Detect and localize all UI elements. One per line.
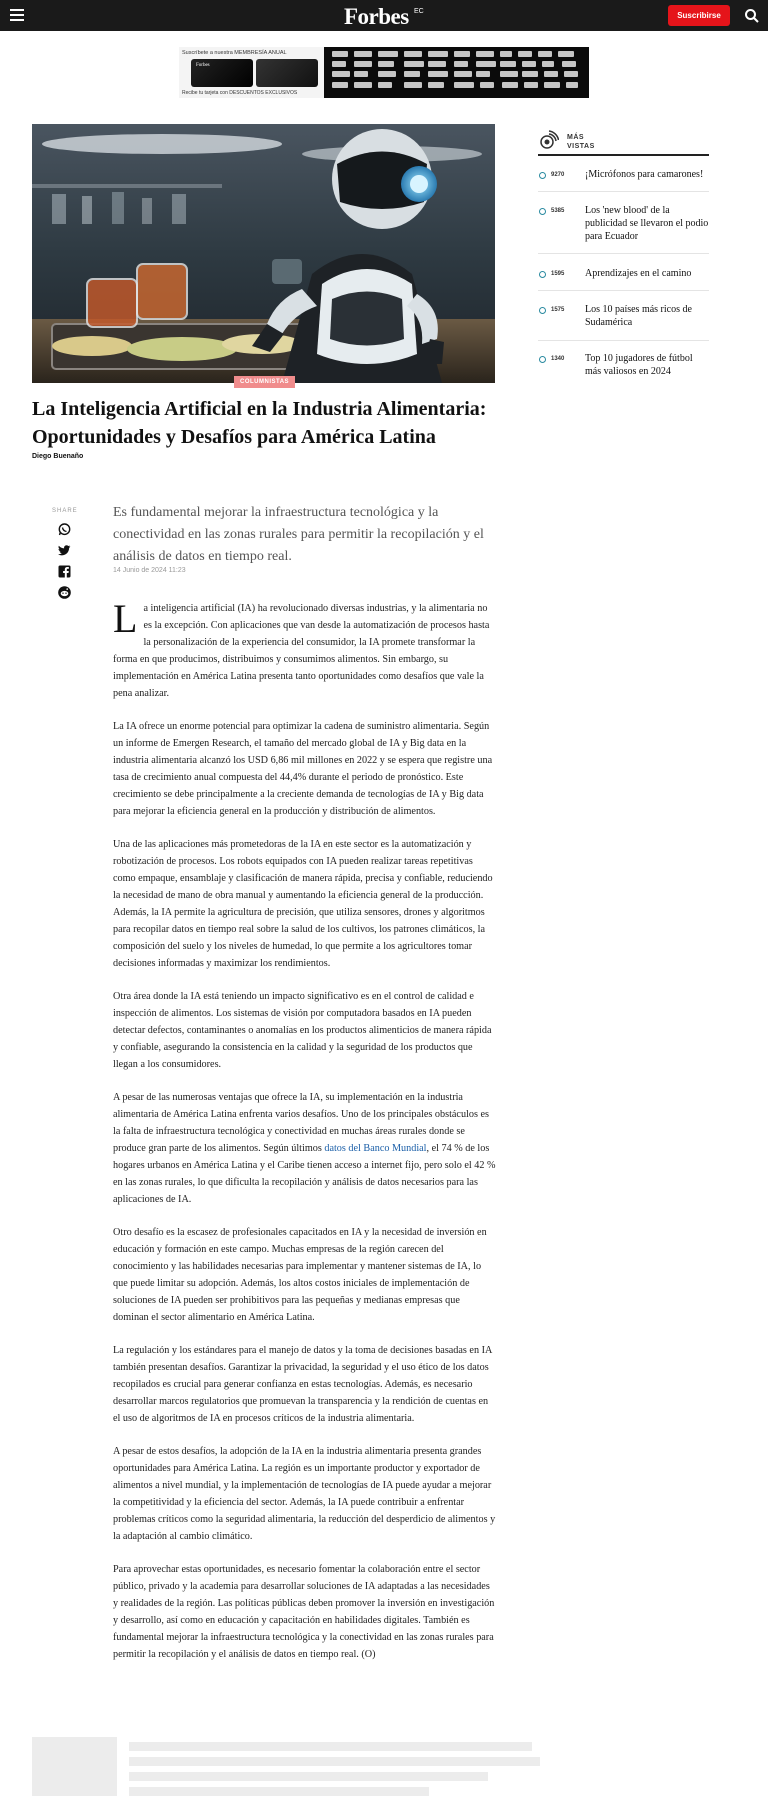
skeleton-line (129, 1757, 540, 1766)
ad-card-image (256, 59, 318, 87)
edition-label: EC (414, 8, 424, 15)
skeleton-line (129, 1742, 532, 1751)
bullet-icon (539, 172, 546, 179)
search-icon[interactable] (744, 8, 760, 24)
bullet-icon (539, 356, 546, 363)
most-viewed-title[interactable]: Los 10 países más ricos de Sudamérica (585, 304, 692, 328)
facebook-icon[interactable] (58, 565, 71, 578)
most-viewed-title[interactable]: Top 10 jugadores de fútbol más valiosos en 2024 (585, 353, 693, 377)
trending-icon (539, 130, 559, 150)
most-viewed-divider (538, 154, 709, 156)
ad-card-label: Forbes (196, 63, 210, 68)
divider (538, 290, 709, 291)
view-count: 9270 (551, 172, 565, 178)
article-body (113, 596, 496, 1679)
ad-top-text: Suscríbete a nuestra MEMBRESÍA ANUAL (182, 50, 287, 56)
most-viewed-heading (567, 133, 595, 151)
hamburger-icon[interactable] (10, 9, 24, 22)
paragraph (113, 1089, 496, 1208)
bullet-icon (539, 271, 546, 278)
skeleton-line (129, 1772, 488, 1781)
subscribe-button[interactable]: Suscribirse (668, 5, 730, 26)
top-navigation-bar (0, 0, 768, 31)
view-count: 1575 (551, 307, 565, 313)
view-count: 1595 (551, 271, 565, 277)
skeleton-image-placeholder (32, 1737, 117, 1796)
bullet-icon (539, 208, 546, 215)
paragraph: Otra área donde la IA está teniendo un impacto significativo es en el control de calidad e inspección de alimentos. Los sistemas de visión por computadora basados en IA pueden detectar defectos, contaminantes o anomalías en los productos alimenticios de manera rápida y confiable, asegurando la consistencia en la calidad y la seguridad de los productos que llegan a los consumidores. (113, 991, 492, 1070)
paragraph: Una de las aplicaciones más prometedoras de la IA en este sector es la automatización y robotización de procesos. Los robots equipados con IA pueden realizar tareas repetitivas como empaque, ensamblaje y clasificación de manera rápida, precisa y confiable, reduciendo la necesidad de mano de obra manual y aumentando la eficiencia general de la producción. Además, la IA permite la agricultura de precisión, que utiliza sensores, drones y algoritmos para recopilar datos en tiempo real sobre la salud de los cultivos, los patrones climáticos, la composición del suelo y los niveles de humedad, lo que permite a los agricultores tomar decisiones informadas y maximizar los rendimientos. (113, 839, 493, 969)
article-lead: Es fundamental mejorar la infraestructura tecnológica y la conectividad en las zonas rurales para permitir la recopilación y el análisis de datos en tiempo real. (113, 505, 484, 564)
publish-date: 14 Junio de 2024 11:23 (113, 567, 186, 574)
most-viewed-label-1: MÁS (567, 134, 585, 141)
paragraph: Para aprovechar estas oportunidades, es necesario fomentar la colaboración entre el sector público, privado y la academia para desarrollar soluciones de IA adaptadas a las necesidades y realidades de la región. Las políticas públicas deben promover la inversión en investigación y desarrollo, así como en educación y capacitación en habilidades digitales. También es fundamental mejorar la infraestructura tecnológica y la conectividad en las zonas rurales para permitir la recopilación y el análisis de datos en tiempo real. (O) (113, 1564, 495, 1660)
paragraph: Otro desafío es la escasez de profesionales capacitados en IA y la necesidad de inversión en educación y formación en este campo. Muchas empresas de la región carecen del conocimiento y las habilidades necesarias para implementar y mantener sistemas de IA, lo que puede limitar su adopción. Además, los altos costos iniciales de implementación de soluciones de IA pueden ser prohibitivos para las pequeñas y medianas empresas que dominan el sector alimentario en América Latina. (113, 1227, 487, 1323)
ad-card-image (191, 59, 253, 87)
paragraph-text: A pesar de las numerosas ventajas que ofrece la IA, su implementación en la industria alimentaria de América Latina enfrenta varios desafíos. Uno de los principales obstáculos es la falta de infraestructura tecnológica y conectividad en muchas áreas rurales donde se produce gran parte de los alimentos. Según últimos (113, 1092, 489, 1154)
twitter-icon[interactable] (58, 544, 71, 557)
ad-membership-panel (179, 47, 324, 98)
advertisement-banner[interactable] (179, 47, 589, 98)
reddit-icon[interactable] (58, 586, 71, 599)
world-bank-data-link[interactable]: datos del Banco Mundial (324, 1143, 427, 1154)
view-count: 1340 (551, 356, 565, 362)
divider (538, 191, 709, 192)
paragraph (113, 596, 496, 702)
paragraph-text: a inteligencia artificial (IA) ha revolucionado diversas industrias, y la alimentaria no es la excepción. Con aplicaciones que van desde la automatización de procesos hasta la personalización de la experiencia del consumidor, la IA promete transformar la forma en que producimos, distribuimos y consumimos alimentos. Sin embargo, su implementación en América Latina presenta tanto oportunidades como desafíos que vale la pena analizar. (113, 603, 490, 699)
paragraph: La IA ofrece un enorme potencial para optimizar la cadena de suministro alimentaria. Según un informe de Emergen Research, el tamaño del mercado global de IA y Big data en la industria alimentaria alcanzó los USD 6,86 mil millones en 2022 y se espera que registre una tasa de crecimiento anual compuesta del 44,4% durante el periodo de pronóstico. Este crecimiento se debe principalmente a la creciente demanda de tecnologías de IA y Big data para mejorar la eficiencia general en la producción y distribución de alimentos. (113, 721, 493, 817)
whatsapp-icon[interactable] (58, 523, 71, 536)
skeleton-line (129, 1787, 429, 1796)
paragraph: A pesar de estos desafíos, la adopción de la IA en la industria alimentaria presenta grandes oportunidades para América Latina. La región es un importante productor y exportador de alimentos a nivel mundial, y la implementación de tecnologías de IA puede ayudar a mejorar la competitividad y la eficiencia del sector. Además, la IA puede contribuir a enfrentar problemas críticos como la seguridad alimentaria, la reducción del desperdicio de alimentos y la adaptación al cambio climático. (113, 1446, 496, 1542)
share-label: SHARE (52, 508, 78, 514)
hero-image-robot-kitchen (32, 124, 495, 383)
article-title: La Inteligencia Artificial en la Industria Alimentaria: Oportunidades y Desafíos para América Latina (32, 398, 487, 448)
paragraph: La regulación y los estándares para el manejo de datos y la toma de decisiones basadas en IA también presentan desafíos. Garantizar la privacidad, la seguridad y el uso ético de los datos recopilados es crucial para generar confianza en estas tecnologías. Además, es necesario desarrollar marcos regulatorios que promuevan la transparencia y la rendición de cuentas en el uso de algoritmos de IA en procesos críticos de la industria alimentaria. (113, 1345, 492, 1424)
ad-bottom-text: Recibe tu tarjeta con DESCUENTOS EXCLUSIVOS (182, 90, 298, 96)
most-viewed-title[interactable]: Aprendizajes en el camino (585, 268, 692, 279)
forbes-logo[interactable]: Forbes (344, 4, 409, 29)
most-viewed-title[interactable]: ¡Micrófonos para camarones! (585, 169, 704, 180)
paragraph-text: , el 74 % de los hogares urbanos en América Latina y el Caribe tienen acceso a internet fijo, pero solo el 42 % en las zonas rurales, lo que dificulta la recopilación y análisis de datos necesarios para las aplicaciones de IA. (113, 1143, 496, 1205)
drop-cap: L (113, 596, 138, 641)
divider (538, 253, 709, 254)
category-badge[interactable]: COLUMNISTAS (234, 376, 295, 388)
most-viewed-title[interactable]: Los 'new blood' de la publicidad se llevaron el podio para Ecuador (585, 205, 709, 242)
divider (538, 340, 709, 341)
author-name[interactable]: Diego Buenaño (32, 453, 84, 460)
ad-brand-logos (324, 47, 589, 98)
bullet-icon (539, 307, 546, 314)
view-count: 5385 (551, 208, 565, 214)
most-viewed-label-2: VISTAS (567, 143, 595, 150)
